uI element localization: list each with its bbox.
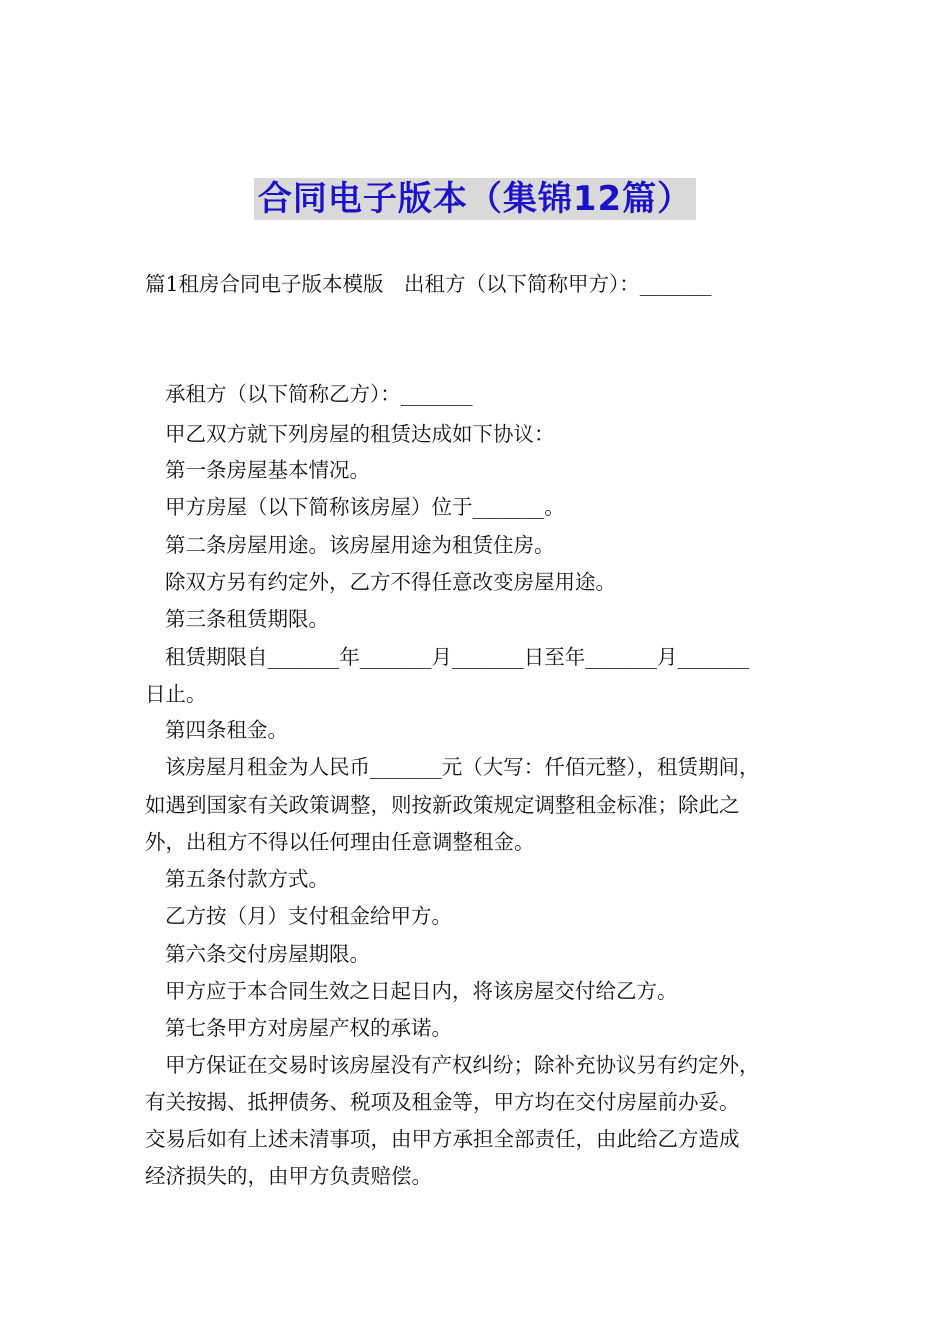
paragraph-line: 第三条租赁期限。 bbox=[165, 607, 329, 631]
paragraph-line: 甲方保证在交易时该房屋没有产权纠纷；除补充协议另有约定外， bbox=[165, 1053, 760, 1077]
paragraph-line: 经济损失的，由甲方负责赔偿。 bbox=[145, 1164, 432, 1188]
paragraph-line: 交易后如有上述未清事项，由甲方承担全部责任，由此给乙方造成 bbox=[145, 1127, 740, 1151]
paragraph-line: 第五条付款方式。 bbox=[165, 867, 329, 891]
paragraph-line: 除双方另有约定外，乙方不得任意改变房屋用途。 bbox=[165, 570, 616, 594]
paragraph-line: 有关按揭、抵押债务、税项及租金等，甲方均在交付房屋前办妥。 bbox=[145, 1090, 740, 1114]
paragraph-line: 甲方应于本合同生效之日起日内，将该房屋交付给乙方。 bbox=[165, 979, 678, 1003]
paragraph-line: 该房屋月租金为人民币_______元（大写：仟佰元整），租赁期间， bbox=[165, 755, 760, 779]
paragraph-line: 第一条房屋基本情况。 bbox=[165, 458, 370, 482]
heading-line: 篇1租房合同电子版本模版 出租方（以下简称甲方）：_______ bbox=[145, 272, 712, 296]
paragraph-line: 甲方房屋（以下简称该房屋）位于_______。 bbox=[165, 495, 565, 519]
paragraph-line: 第二条房屋用途。该房屋用途为租赁住房。 bbox=[165, 533, 555, 557]
document-title: 合同电子版本（集锦12篇） bbox=[254, 178, 696, 220]
paragraph-line: 日止。 bbox=[145, 682, 207, 706]
paragraph-line: 外，出租方不得以任何理由任意调整租金。 bbox=[145, 830, 535, 854]
paragraph-line: 承租方（以下简称乙方）：_______ bbox=[165, 382, 473, 406]
paragraph-line: 第四条租金。 bbox=[165, 718, 288, 742]
paragraph-line: 甲乙双方就下列房屋的租赁达成如下协议： bbox=[165, 422, 555, 446]
paragraph-line: 第六条交付房屋期限。 bbox=[165, 942, 370, 966]
paragraph-line: 第七条甲方对房屋产权的承诺。 bbox=[165, 1016, 452, 1040]
title-container bbox=[0, 178, 950, 220]
paragraph-line: 租赁期限自_______年_______月_______日至年_______月_______ bbox=[165, 645, 750, 669]
paragraph-line: 乙方按（月）支付租金给甲方。 bbox=[165, 904, 452, 928]
paragraph-line: 如遇到国家有关政策调整，则按新政策规定调整租金标准；除此之 bbox=[145, 793, 740, 817]
